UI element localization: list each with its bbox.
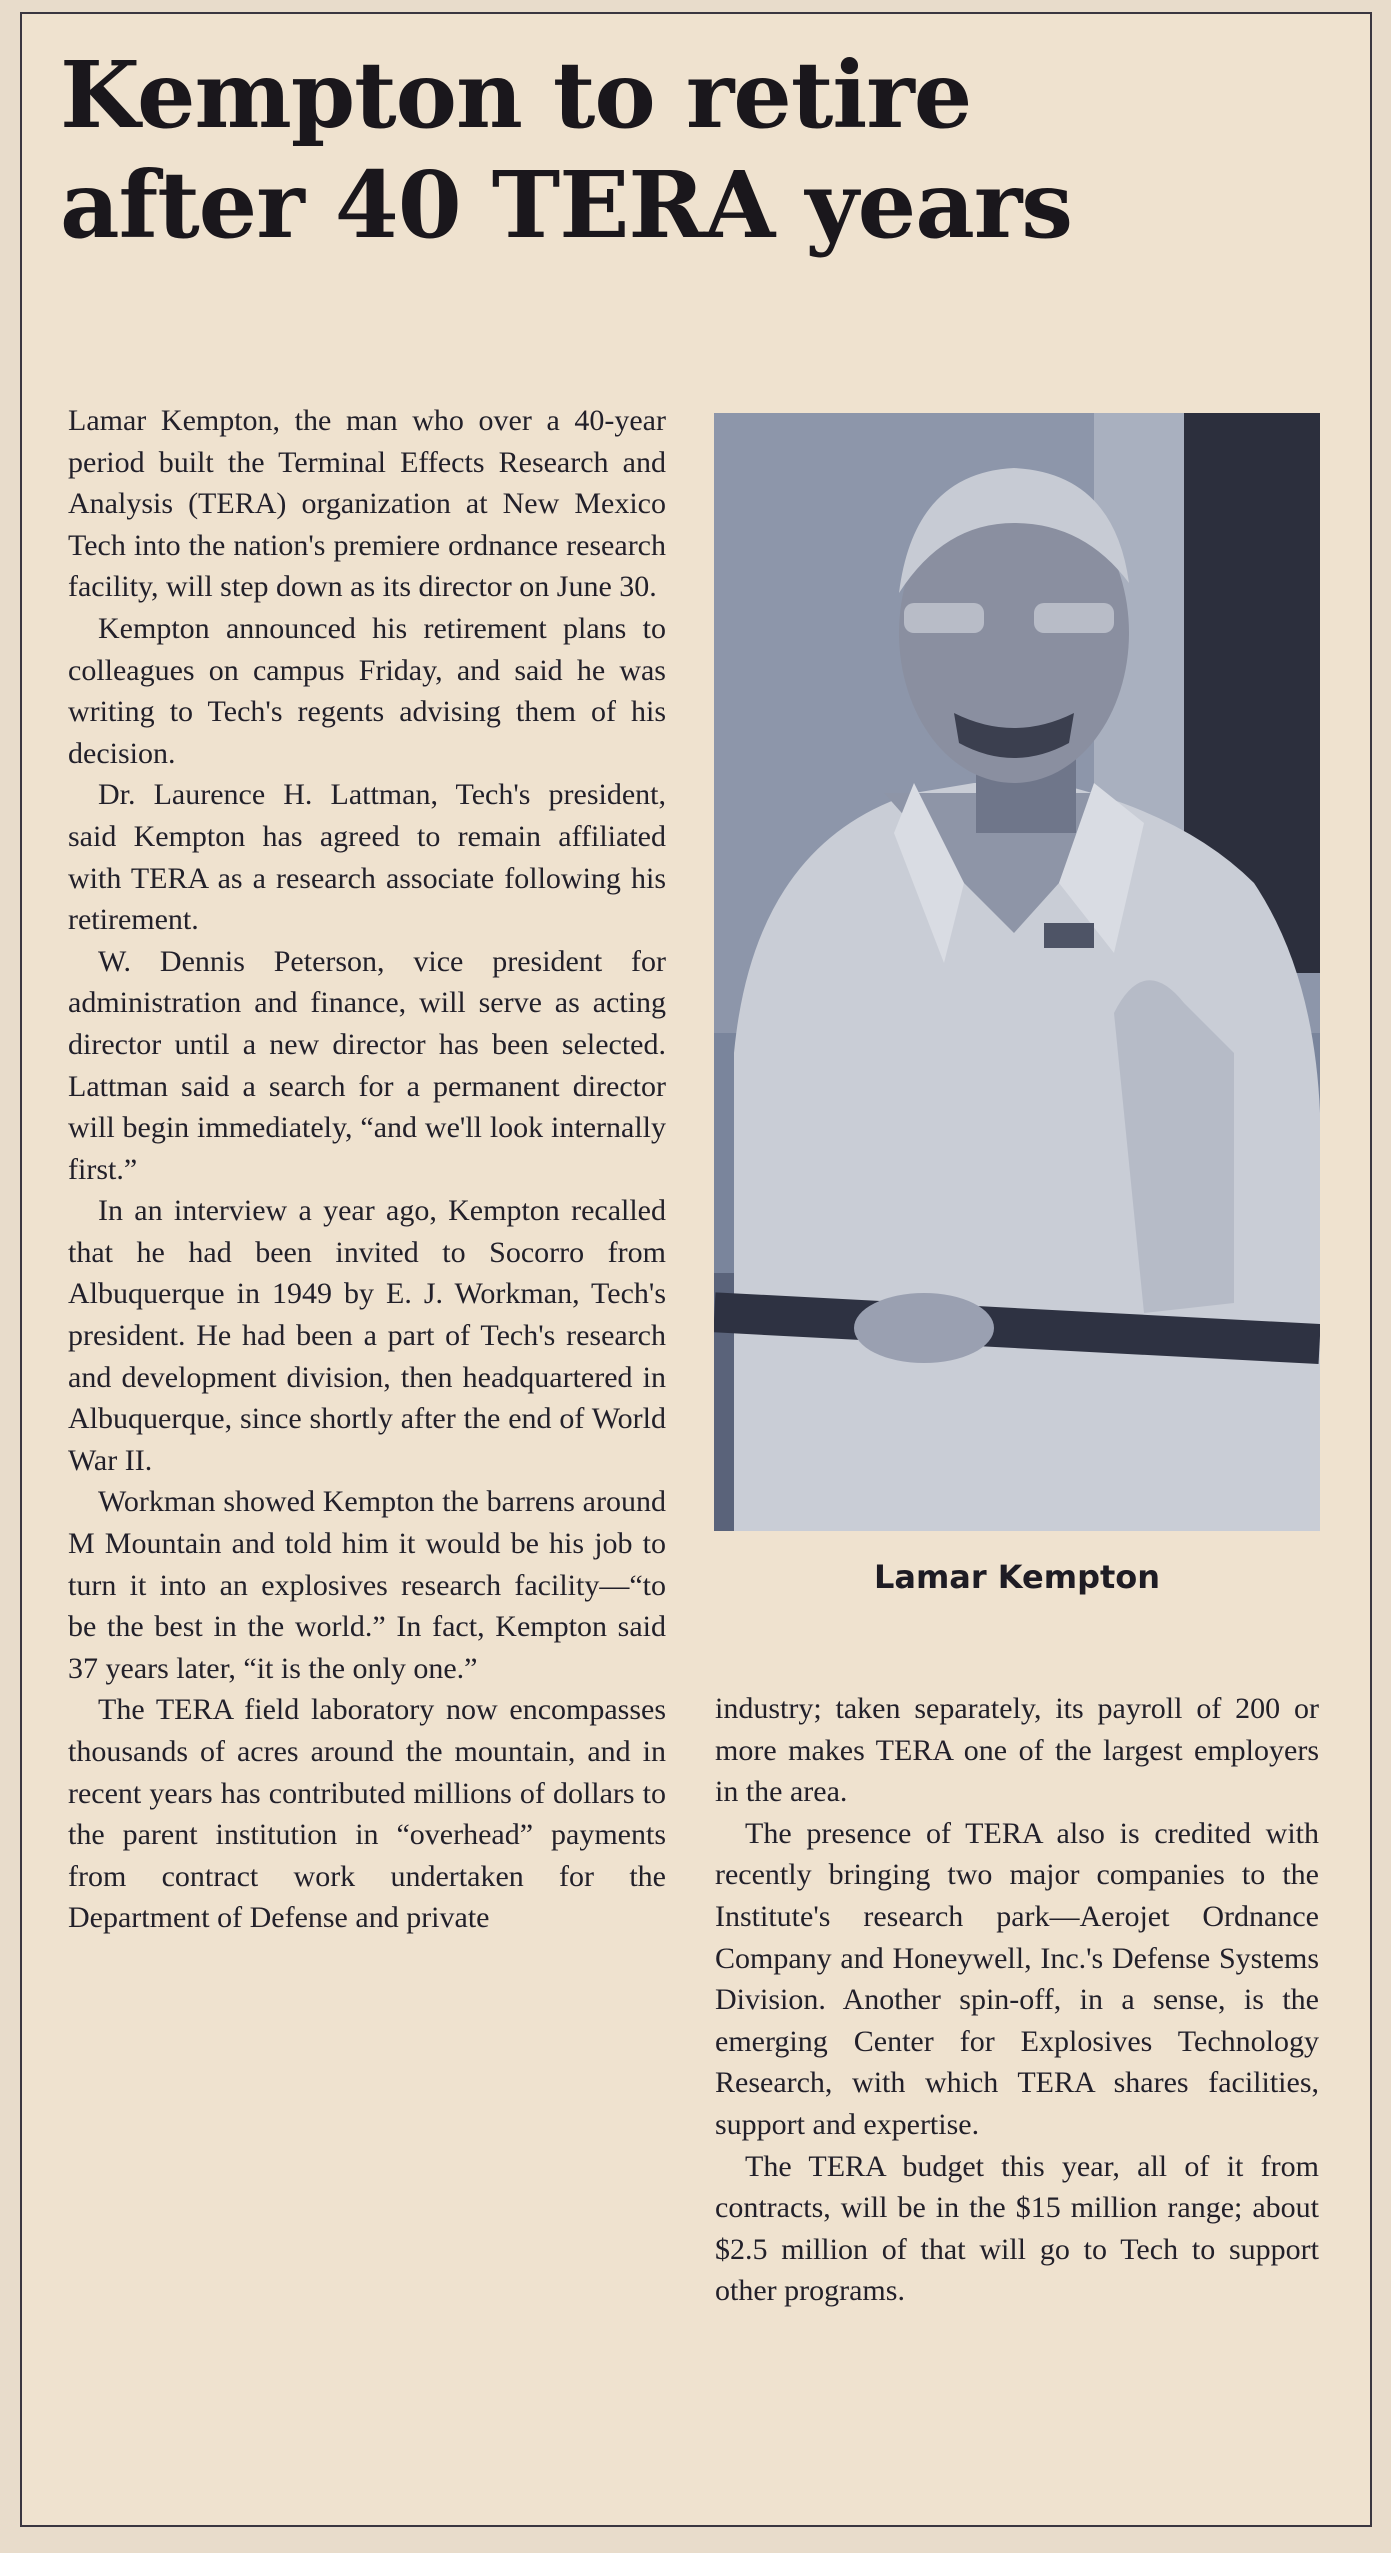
portrait-photo (714, 413, 1320, 1531)
article-column-2 (715, 1688, 1319, 2312)
paragraph: Workman showed Kempton the barrens around M Mountain and told him it would be his job to turn it into an explosives research facility—“to be the best in the world.” In fact, Kempton said 37 years later, “it is the only one.” (68, 1485, 666, 1685)
paragraph: The TERA field laboratory now encompasses thousands of acres around the mountain, and in recent years has contributed millions of dollars to the parent institution in “overhead” payments from contract work undertaken for the Department of Defense and private (68, 1693, 666, 1935)
headline (60, 40, 1350, 260)
paragraph: Lamar Kempton, the man who over a 40-year period built the Terminal Effects Research and Analysis (TERA) organization at New Mexico Tech into the nation's premiere ordnance research facility, will step down as its director on June 30. (68, 404, 666, 604)
paragraph: W. Dennis Peterson, vice president for administration and finance, will serve as acting director until a new director has been selected. Lattman said a search for a permanent director will begin immediately, “and we'll look internally first.” (68, 944, 666, 1186)
photo-caption: Lamar Kempton (873, 1558, 1161, 1596)
headline-line-2: after 40 TERA years (60, 151, 1073, 259)
headline-line-1: Kempton to retire (60, 41, 972, 149)
paragraph: Dr. Laurence H. Lattman, Tech's president, said Kempton has agreed to remain affiliated with TERA as a research associate following his retirement. (68, 778, 666, 937)
paragraph: In an interview a year ago, Kempton recalled that he had been invited to Socorro from Albuquerque in 1949 by E. J. Workman, Tech's president. He had been a part of Tech's research and development division, then headquartered in Albuquerque, since shortly after the end of World War II. (68, 1194, 666, 1477)
paragraph: industry; taken separately, its payroll of 200 or more makes TERA one of the largest employers in the area. (715, 1692, 1319, 1809)
article-column-1 (68, 400, 666, 1939)
paragraph: The TERA budget this year, all of it from contracts, will be in the $15 million range; about $2.5 million of that will go to Tech to support other programs. (715, 2149, 1319, 2308)
paragraph: The presence of TERA also is credited with recently bringing two major companies to the Institute's research park—Aerojet Ordnance Company and Honeywell, Inc.'s Defense Systems Division. Another spin-off, in a sense, is the emerging Center for Explosives Technology Research, with which TERA shares facilities, support and expertise. (715, 1816, 1319, 2141)
paragraph: Kempton announced his retirement plans to colleagues on campus Friday, and said he was writing to Tech's regents advising them of his decision. (68, 611, 666, 770)
